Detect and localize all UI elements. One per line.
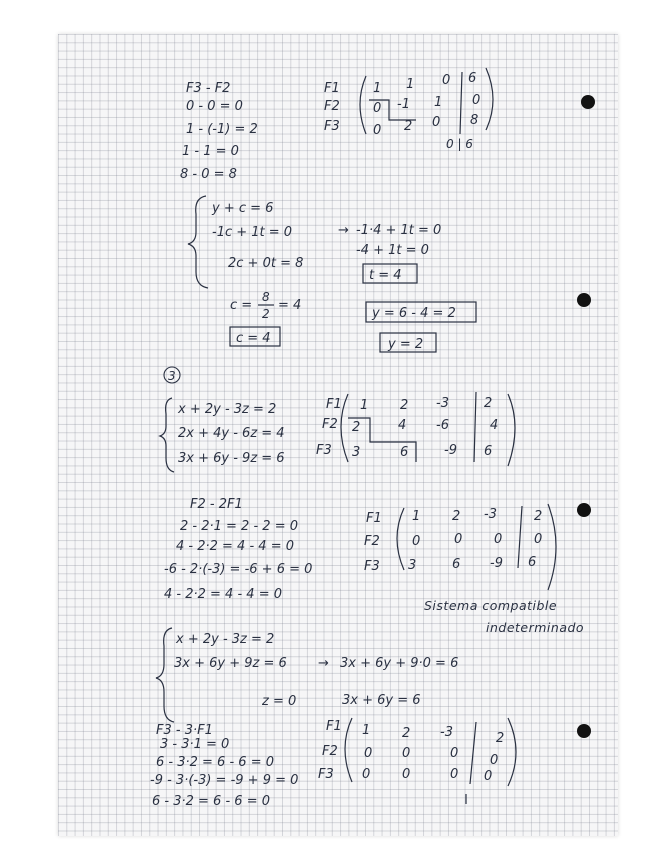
matrix-cell: 2 <box>400 398 409 413</box>
right-parenthesis <box>486 68 493 130</box>
augment-bar <box>460 72 462 134</box>
right-parenthesis <box>508 394 515 466</box>
matrix-cell: 0 <box>450 746 459 761</box>
augmented-matrix-1 <box>324 68 493 151</box>
matrix-cell: 0 <box>450 767 459 782</box>
row-label: F2 <box>322 417 338 432</box>
note-line: Sistema compatible <box>424 598 558 613</box>
row-label: F3 <box>324 119 340 134</box>
equation: 2x + 4y - 6z = 4 <box>178 426 285 441</box>
augmented-matrix-4 <box>318 718 516 804</box>
row-label: F3 <box>316 443 332 458</box>
equation: 3x + 6y = 6 <box>342 693 421 708</box>
matrix-cell: 1 <box>373 81 382 96</box>
row-label: F2 <box>324 99 340 114</box>
calc-line: 1 - 1 = 0 <box>182 144 239 159</box>
equation: x + 2y - 3z = 2 <box>176 632 275 647</box>
matrix-cell: 0 <box>472 93 481 108</box>
calc-line: 4 - 2·2 = 4 - 4 = 0 <box>176 539 294 554</box>
binder-hole <box>577 724 591 738</box>
boxed-result: y = 6 - 4 = 2 <box>372 306 456 321</box>
arrow: → <box>318 656 329 671</box>
equation: 3x + 6y + 9·0 = 6 <box>340 656 459 671</box>
matrix-cell: 8 <box>470 113 479 128</box>
matrix-cell: 1 <box>434 95 443 110</box>
row-label: F2 <box>322 744 338 759</box>
system-1 <box>188 196 441 288</box>
equation: x + 2y - 3z = 2 <box>178 402 277 417</box>
matrix-cell: 0 <box>362 767 371 782</box>
c-and-y-solutions <box>230 290 476 352</box>
row-label: F3 <box>364 559 380 574</box>
equation: y + c = 6 <box>212 201 274 216</box>
system-brace <box>160 398 174 472</box>
augmented-matrix-2 <box>316 392 515 466</box>
equation: -4 + 1t = 0 <box>356 243 429 258</box>
right-parenthesis <box>508 718 516 786</box>
matrix-cell: 1 <box>406 77 415 92</box>
calc-line: 6 - 3·2 = 6 - 6 = 0 <box>156 755 274 770</box>
system-brace <box>188 196 208 288</box>
matrix-cell: -1 <box>397 97 410 112</box>
calc-line: F3 - 3·F1 <box>156 723 213 738</box>
matrix-cell: 0 <box>490 753 499 768</box>
matrix-cell: 0 <box>373 101 382 116</box>
row-label: F1 <box>324 81 340 96</box>
exercise-number <box>164 367 180 383</box>
matrix-cell: 2 <box>496 731 505 746</box>
matrix-cell: 1 <box>362 723 371 738</box>
augment-bar <box>518 506 522 568</box>
row-label: F1 <box>326 719 342 734</box>
equation: 2c + 0t = 8 <box>228 256 304 271</box>
boxed-result: c = 4 <box>236 331 271 346</box>
c-suffix: = 4 <box>278 298 302 313</box>
matrix-cell: 0 <box>402 746 411 761</box>
row-label: F2 <box>364 534 380 549</box>
matrix-cell: -3 <box>440 725 453 740</box>
calc-line: -9 - 3·(-3) = -9 + 9 = 0 <box>150 773 299 788</box>
arrow: → <box>338 223 349 238</box>
matrix-cell: 1 <box>360 398 369 413</box>
note-line: indeterminado <box>486 620 585 635</box>
matrix-extra: 0 | 6 <box>446 137 473 151</box>
c-denominator: 2 <box>262 307 270 321</box>
c-numerator: 8 <box>262 290 270 304</box>
matrix-cell: 3 <box>408 558 417 573</box>
matrix-cell: -3 <box>484 507 497 522</box>
matrix-cell: 2 <box>404 119 413 134</box>
matrix-cell: 6 <box>452 557 461 572</box>
row-operation-calculations-1 <box>180 81 258 182</box>
equation: 3x + 6y - 9z = 6 <box>178 451 285 466</box>
matrix-cell: -3 <box>436 396 449 411</box>
matrix-cell: 0 <box>494 532 503 547</box>
binder-hole <box>577 293 591 307</box>
matrix-cell: 1 <box>412 509 421 524</box>
system-4 <box>156 628 458 722</box>
matrix-cell: 3 <box>352 445 361 460</box>
matrix-cell: -6 <box>436 418 449 433</box>
binder-hole <box>577 503 591 517</box>
calc-line: 3 - 3·1 = 0 <box>160 737 230 752</box>
right-parenthesis <box>548 504 556 590</box>
matrix-cell: 0 <box>364 746 373 761</box>
boxed-result: y = 2 <box>388 337 424 352</box>
matrix-cell: 0 <box>534 532 543 547</box>
matrix-cell: -9 <box>490 556 503 571</box>
left-parenthesis <box>397 508 404 570</box>
calc-line: 8 - 0 = 8 <box>180 167 237 182</box>
augmented-matrix-3 <box>364 504 556 590</box>
matrix-cell: 2 <box>352 420 361 435</box>
calc-line: 6 - 3·2 = 6 - 6 = 0 <box>152 794 270 809</box>
matrix-cell: 6 <box>468 71 477 86</box>
left-parenthesis <box>360 76 366 134</box>
matrix-cell: 4 <box>398 418 407 433</box>
binder-hole <box>581 95 595 109</box>
matrix-cell: 0 <box>373 123 382 138</box>
matrix-cell: 2 <box>452 509 461 524</box>
matrix-cell: 0 <box>432 115 441 130</box>
calc-line: F3 - F2 <box>186 81 231 96</box>
matrix-cell: 0 <box>442 73 451 88</box>
matrix-cell: 0 <box>412 534 421 549</box>
left-parenthesis <box>341 394 348 462</box>
equation: 3x + 6y + 9z = 6 <box>174 656 287 671</box>
c-prefix: c = <box>230 298 253 313</box>
calc-line: F2 - 2F1 <box>190 497 243 512</box>
calc-line: 4 - 2·2 = 4 - 4 = 0 <box>164 587 282 602</box>
boxed-result: t = 4 <box>369 268 402 283</box>
equation: -1c + 1t = 0 <box>212 225 293 240</box>
matrix-cell: 0 <box>484 769 493 784</box>
system-brace <box>156 628 174 722</box>
augment-bar <box>470 722 476 784</box>
number-label: 3 <box>168 369 176 383</box>
left-parenthesis <box>345 718 352 782</box>
matrix-cell: 0 <box>402 767 411 782</box>
matrix-cell: 6 <box>484 444 493 459</box>
matrix-cell: 2 <box>534 509 543 524</box>
matrix-cell: -9 <box>444 443 457 458</box>
system-classification-note <box>424 598 584 635</box>
row-operation-calculations-4 <box>150 723 298 809</box>
augment-bar <box>474 392 476 462</box>
matrix-cell: 6 <box>528 555 537 570</box>
system-2 <box>160 398 285 472</box>
matrix-cell: 4 <box>490 418 499 433</box>
calc-line: 0 - 0 = 0 <box>186 99 243 114</box>
matrix-cell: 2 <box>402 726 411 741</box>
row-label: F1 <box>326 397 342 412</box>
matrix-cell: 0 <box>454 532 463 547</box>
row-label: F3 <box>318 767 334 782</box>
row-label: F1 <box>366 511 382 526</box>
calc-line: -6 - 2·(-3) = -6 + 6 = 0 <box>164 562 313 577</box>
equation: -1·4 + 1t = 0 <box>356 223 442 238</box>
matrix-cell: 6 <box>400 445 409 460</box>
matrix-cell: 2 <box>484 396 493 411</box>
row-operation-calculations-3 <box>164 497 312 602</box>
calc-line: 2 - 2·1 = 2 - 2 = 0 <box>180 519 298 534</box>
calc-line: 1 - (-1) = 2 <box>186 122 258 137</box>
equation: z = 0 <box>262 694 297 709</box>
